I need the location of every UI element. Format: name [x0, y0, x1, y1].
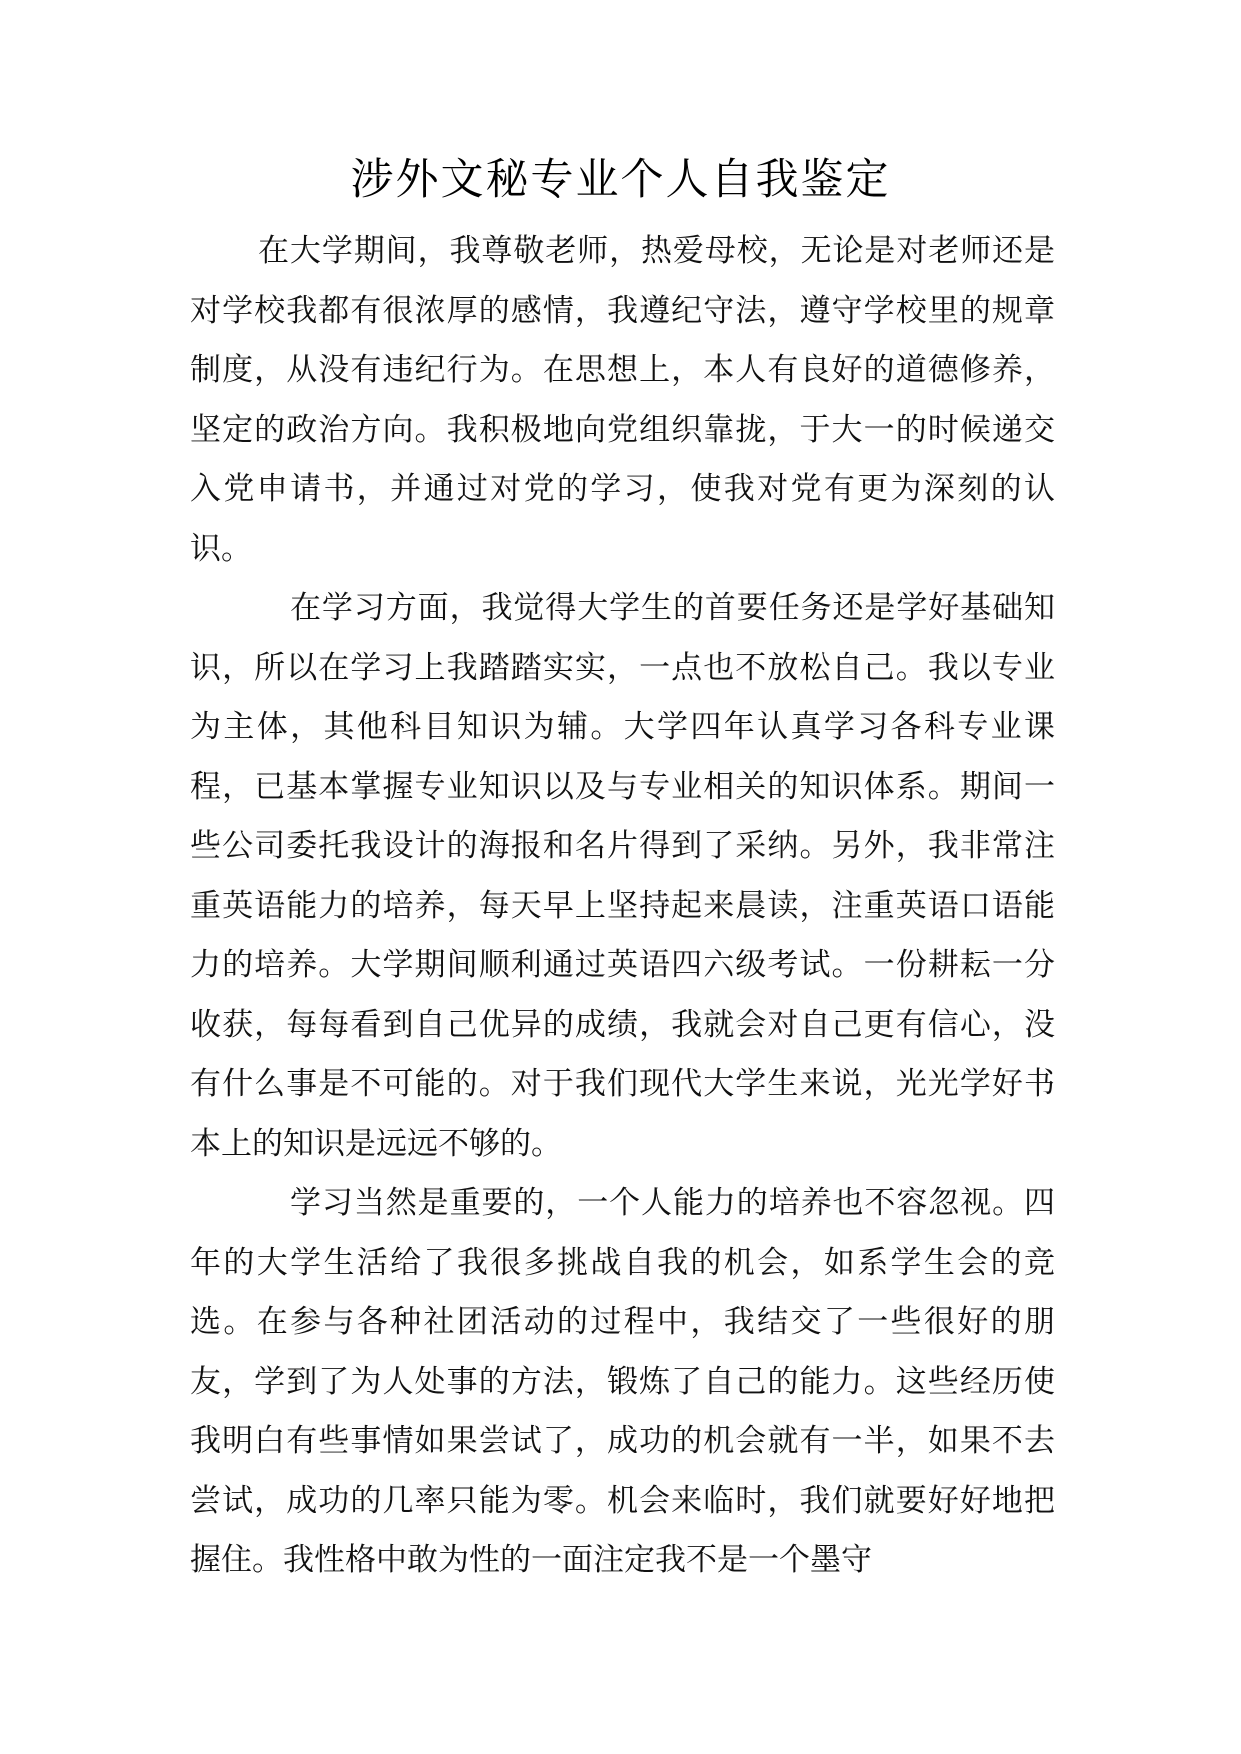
document-title: 涉外文秘专业个人自我鉴定	[350, 155, 891, 205]
paragraph-1: 在大学期间，我尊敬老师，热爱母校，无论是对老师还是对学校我都有很浓厚的感情，我遵纪守法，遵守学校里的规章制度，从没有违纪行为。在思想上，本人有良好的道德修养，坚定的政治方向。我积极地向党组织靠拢，于大一的时候递交入党申请书，并通过对党的学习，使我对党有更为深刻的认识。	[190, 233, 1055, 567]
paragraph-2: 在学习方面，我觉得大学生的首要任务还是学好基础知识，所以在学习上我踏踏实实，一点也不放松自己。我以专业为主体，其他科目知识为辅。大学四年认真学习各科专业课程，已基本掌握专业知识以及与专业相关的知识体系。期间一些公司委托我设计的海报和名片得到了采纳。另外，我非常注重英语能力的培养，每天早上坚持起来晨读，注重英语口语能力的培养。大学期间顺利通过英语四六级考试。一份耕耘一分收获，每每看到自己优异的成绩，我就会对自己更有信心，没有什么事是不可能的。对于我们现代大学生来说，光光学好书本上的知识是远远不够的。	[190, 590, 1055, 1162]
document-body	[190, 222, 1055, 1591]
paragraph-3: 学习当然是重要的，一个人能力的培养也不容忽视。四年的大学生活给了我很多挑战自我的机会，如系学生会的竞选。在参与各种社团活动的过程中，我结交了一些很好的朋友，学到了为人处事的方法，锻炼了自己的能力。这些经历使我明白有些事情如果尝试了，成功的机会就有一半，如果不去尝试，成功的几率只能为零。机会来临时，我们就要好好地把握住。我性格中敢为性的一面注定我不是一个墨守	[190, 1185, 1055, 1578]
